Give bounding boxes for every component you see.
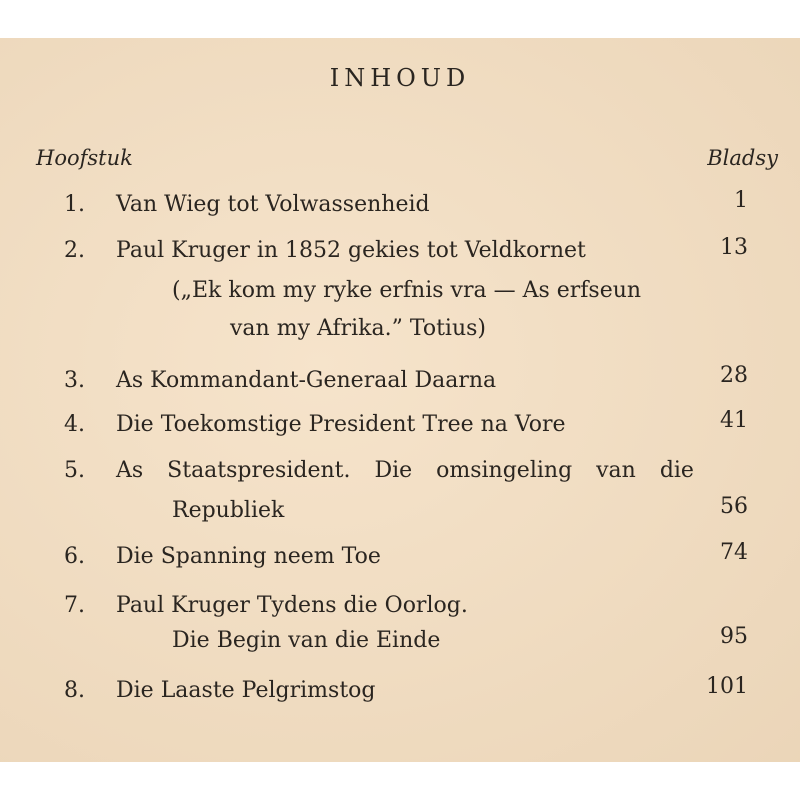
entry-title-word: omsingeling — [436, 458, 573, 483]
entry-title: Die Toekomstige President Tree na Vore — [116, 412, 566, 437]
entry-page: 1 — [734, 188, 748, 213]
entry-number: 2. — [64, 238, 85, 263]
entry-number: 6. — [64, 544, 85, 569]
entry-title: Die Laaste Pelgrimstog — [116, 678, 376, 703]
entry-title-word: As — [116, 458, 144, 483]
entry-page: 95 — [720, 624, 748, 649]
entry-page: 28 — [720, 363, 748, 388]
entry-title-word: die — [659, 458, 694, 483]
entry-title-word: Die — [374, 458, 413, 483]
entry-page: 56 — [720, 494, 748, 519]
entry-title: Paul Kruger Tydens die Oorlog. — [116, 593, 468, 618]
entry-number: 7. — [64, 593, 85, 618]
entry-title-word: Staatspresident. — [167, 458, 351, 483]
entry-title-continuation: Die Begin van die Einde — [172, 628, 441, 653]
entry-title: Die Spanning neem Toe — [116, 544, 381, 569]
entry-subtitle-line: van my Afrika.” Totius) — [230, 316, 486, 341]
entry-number: 3. — [64, 368, 85, 393]
entry-page: 101 — [706, 674, 748, 699]
entry-number: 8. — [64, 678, 85, 703]
entry-number: 5. — [64, 458, 85, 483]
chapter-column-header: Hoofstuk — [36, 146, 133, 170]
entry-page: 41 — [720, 408, 748, 433]
entry-number: 1. — [64, 192, 85, 217]
entry-subtitle-line: („Ek kom my ryke erfnis vra — As erfseun — [172, 278, 642, 303]
entry-title-word: van — [596, 458, 636, 483]
book-page — [0, 38, 800, 762]
entry-title: Paul Kruger in 1852 gekies tot Veldkornet — [116, 238, 586, 263]
page-title: INHOUD — [329, 64, 471, 92]
entry-page: 74 — [720, 540, 748, 565]
page-column-header: Bladsy — [707, 146, 778, 170]
entry-page: 13 — [720, 235, 748, 260]
entry-title: As Kommandant-Generaal Daarna — [116, 368, 497, 393]
entry-title: Van Wieg tot Volwassenheid — [116, 192, 430, 217]
entry-title-continuation: Republiek — [172, 498, 285, 523]
entry-number: 4. — [64, 412, 85, 437]
entry-title — [116, 458, 694, 483]
